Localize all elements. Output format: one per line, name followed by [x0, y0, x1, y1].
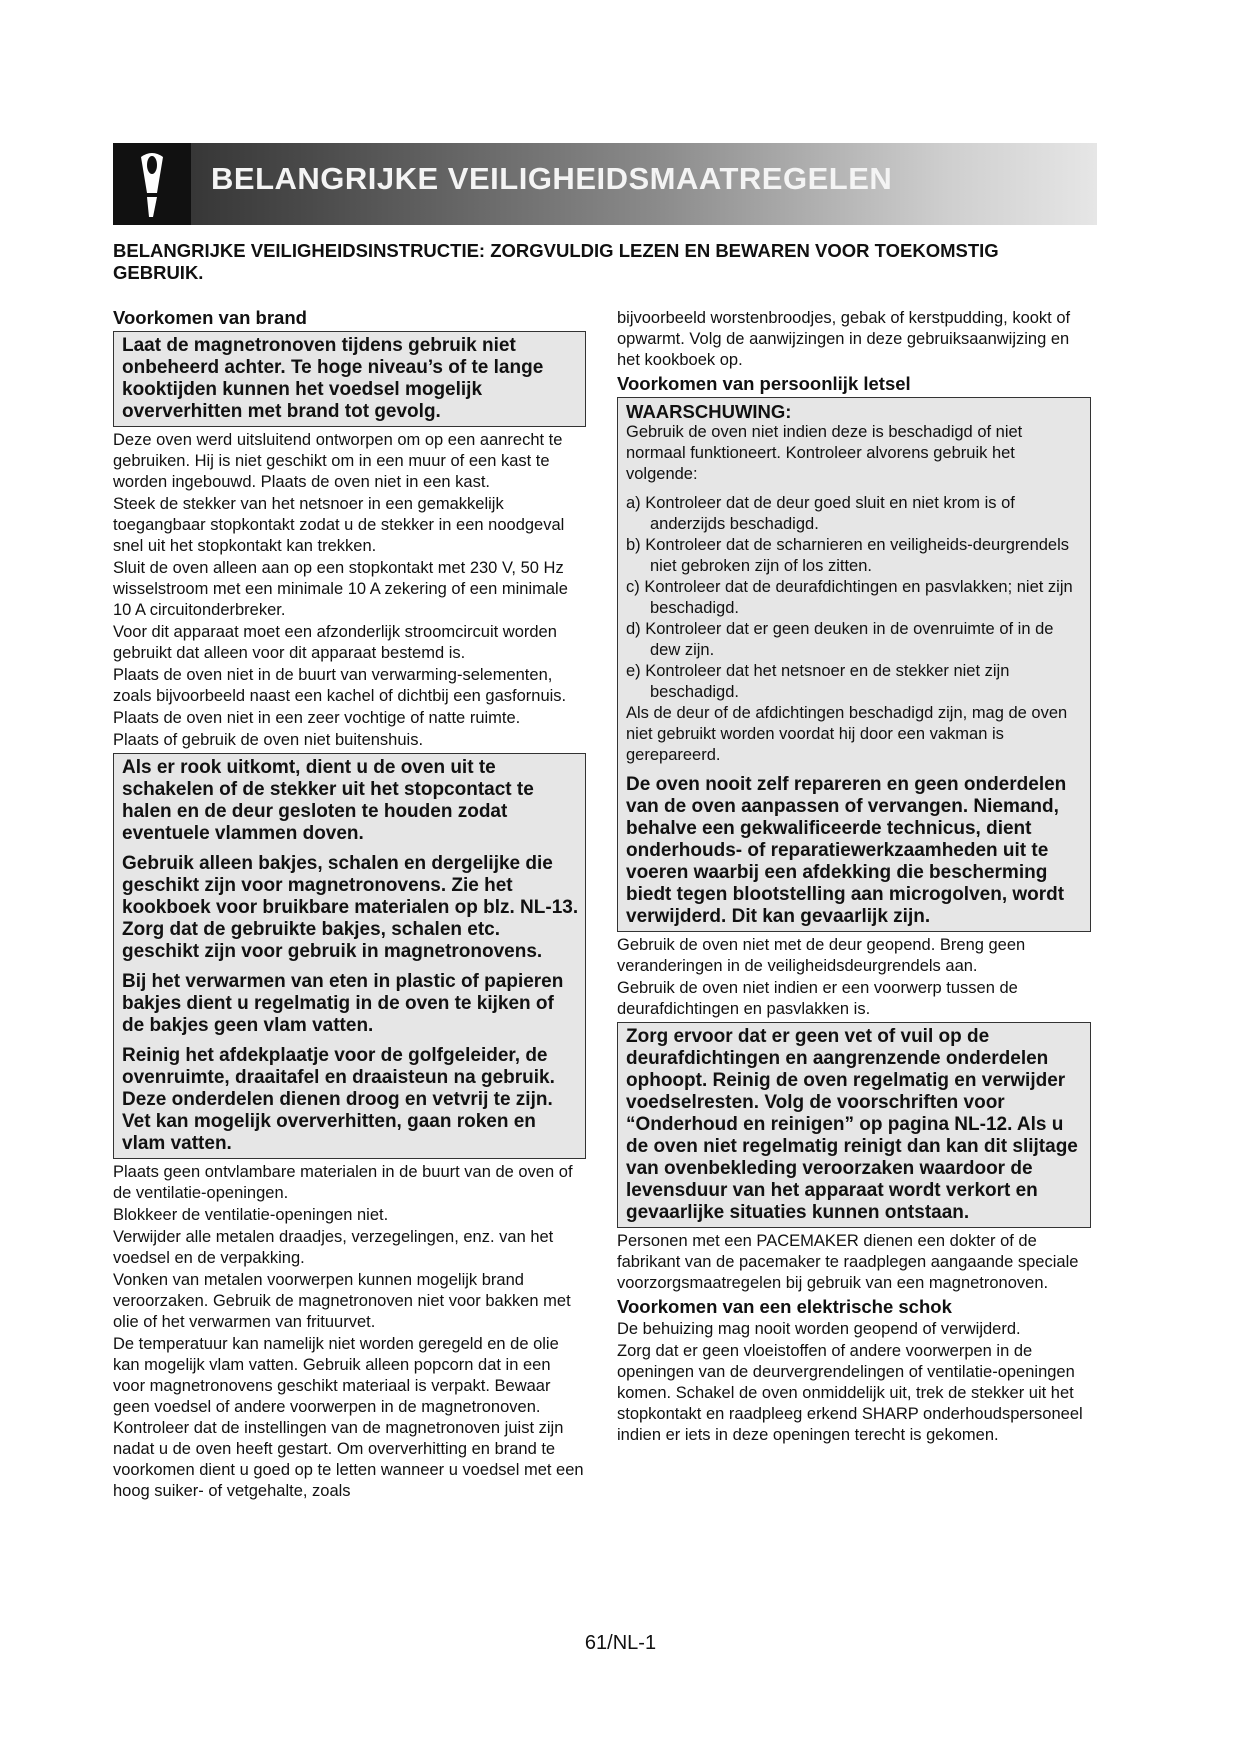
warning-box-damage — [617, 397, 1091, 932]
page-number: 61/NL-1 — [584, 1632, 657, 1654]
check-list — [626, 493, 1084, 703]
paragraph: Plaats geen ontvlambare materialen in de buurt van de oven of de ventilatie-openingen. — [113, 1163, 573, 1202]
warning-intro: Gebruik de oven niet indien deze is beschadigd of niet normaal funktioneert. Kontroleer alvorens gebruik het volgende: — [626, 423, 1023, 483]
paragraph: Plaats of gebruik de oven niet buitenshuis. — [113, 731, 424, 749]
warning-after: Als de deur of de afdichtingen beschadigd zijn, mag de oven niet gebruikt worden voordat hij door een vakman is gerepareerd. — [626, 704, 1068, 764]
intro-instruction: BELANGRIJKE VEILIGHEIDSINSTRUCTIE: ZORGVULDIG LEZEN EN BEWAREN VOOR TOEKOMSTIG GEBRUIK. — [113, 240, 999, 283]
warning-repair: De oven nooit zelf repareren en geen onderdelen van de oven aanpassen of vervangen. Niemand, behalve een gekwalificeerde technicus, dient onderhouds- of reparatiewerkzaamheden uit te voeren waarbij een afdekking die bescherming biedt tegen blootstelling aan microgolven, wordt verwijderd. Dit kan gevaarlijk zijn. — [626, 774, 1067, 927]
list-item: e) Kontroleer dat het netsnoer en de stekker niet zijn beschadigd. — [626, 662, 1010, 701]
warning-text: Laat de magnetronoven tijdens gebruik niet onbeheerd achter. Te hoge niveau’s of te lange kooktijden kunnen het voedsel mogelijk oververhitten met brand tot gevolg. — [122, 335, 544, 422]
paragraph: Steek de stekker van het netsnoer in een gemakkelijk toegangbaar stopkontakt zodat u de stekker in een noodgeval snel uit het stopkontakt kan trekken. — [113, 495, 565, 555]
paragraph: Blokkeer de ventilatie-openingen niet. — [113, 1206, 389, 1224]
warning-text: Zorg ervoor dat er geen vet of vuil op de deurafdichtingen en aangrenzende onderdelen ophoopt. Reinig de oven regelmatig en verwijder voedselresten. Volg de voorschriften voor “Onderhoud en reinigen” op pagina NL-12. Als u de oven niet regelmatig reinigt dan kan dit slijtage van ovenbekleding veroorzaken waardoor de levensduur van het apparaat wordt verkort en gevaarlijke situaties kunnen ontstaan. — [626, 1026, 1078, 1223]
list-item: b) Kontroleer dat de scharnieren en veiligheids-deurgrendels niet gebroken zijn of los zitten. — [626, 536, 1070, 575]
heading-electric-shock: Voorkomen van een elektrische schok — [617, 1296, 952, 1317]
paragraph: Sluit de oven alleen aan op een stopkontakt met 230 V, 50 Hz wisselstroom met een minimale 10 A zekering of een minimale 10 A circuitonderbreker. — [113, 559, 568, 619]
banner-icon-box — [113, 143, 191, 225]
paragraph: Verwijder alle metalen draadjes, verzegelingen, enz. van het voedsel en de verpakking. — [113, 1228, 554, 1267]
warning-box-smoke — [113, 753, 586, 1159]
paragraph: Plaats de oven niet in de buurt van verwarming-selementen, zoals bijvoorbeeld naast een kachel of dichtbij een gasfornuis. — [113, 666, 567, 705]
paragraph: Gebruik de oven niet indien er een voorwerp tussen de deurafdichtingen en pasvlakken is. — [617, 979, 1018, 1018]
warning-box-unattended — [113, 331, 586, 427]
left-column — [113, 306, 586, 1503]
warning-title: WAARSCHUWING: — [626, 401, 792, 422]
paragraph: Voor dit apparaat moet een afzonderlijk stroomcircuit worden gebruikt dat alleen voor dit apparaat bestemd is. — [113, 623, 557, 662]
paragraph: Vonken van metalen voorwerpen kunnen mogelijk brand veroorzaken. Gebruik de magnetronoven niet voor bakken met olie of het verwarmen van frituurvet. — [113, 1271, 571, 1331]
heading-personal-injury: Voorkomen van persoonlijk letsel — [617, 373, 911, 394]
exclamation-icon — [127, 149, 177, 219]
paragraph: De behuizing mag nooit worden geopend of verwijderd. — [617, 1320, 1021, 1338]
paragraph: Plaats de oven niet in een zeer vochtige of natte ruimte. — [113, 709, 521, 727]
warning-text: Als er rook uitkomt, dient u de oven uit te schakelen of de stekker uit het stopcontact te halen en de deur gesloten te houden zodat eventuele vlammen doven. — [122, 757, 534, 844]
paragraph: Zorg dat er geen vloeistoffen of andere voorwerpen in de openingen van de deurvergrendelingen of ventilatie-openingen komen. Schakel de oven onmiddelijk uit, trek de stekker uit het stopkontakt en raadpleeg erkend SHARP onderhoudspersoneel indien er iets in deze openingen terecht is gekomen. — [617, 1342, 1083, 1444]
warning-box-cleaning — [617, 1022, 1091, 1228]
page-title: BELANGRIJKE VEILIGHEIDSMAATREGELEN — [211, 161, 893, 196]
paragraph-pacemaker: Personen met een PACEMAKER dienen een dokter of de fabrikant van de pacemaker te raadplegen aangaande speciale voorzorgsmaatregelen bij gebruik van een magnetronoven. — [617, 1232, 1079, 1292]
paragraph: Deze oven werd uitsluitend ontworpen om op een aanrecht te gebruiken. Hij is niet geschikt om in een muur of een kast te worden ingebouwd. Plaats de oven niet in een kast. — [113, 431, 563, 491]
warning-text: Bij het verwarmen van eten in plastic of papieren bakjes dient u regelmatig in de oven te kijken of de bakjes geen vlam vatten. — [122, 971, 564, 1036]
paragraph-continuation: bijvoorbeeld worstenbroodjes, gebak of kerstpudding, kookt of opwarmt. Volg de aanwijzingen in deze gebruiksaanwijzing en het kookboek op. — [617, 309, 1071, 369]
list-item: a) Kontroleer dat de deur goed sluit en niet krom is of anderzijds beschadigd. — [626, 494, 1015, 533]
heading-fire-prevention: Voorkomen van brand — [113, 307, 307, 328]
warning-text: Gebruik alleen bakjes, schalen en dergelijke die geschikt zijn voor magnetronovens. Zie het kookboek voor bruikbare materialen op blz. NL-13. Zorg dat de gebruikte bakjes, schalen etc. geschikt zijn voor gebruik in magnetronovens. — [122, 853, 579, 962]
paragraph: Gebruik de oven niet met de deur geopend. Breng geen veranderingen in de veiligheidsdeurgrendels aan. — [617, 936, 1026, 975]
right-column — [617, 308, 1091, 1447]
list-item: d) Kontroleer dat er geen deuken in de ovenruimte of in de dew zijn. — [626, 620, 1054, 659]
title-banner — [113, 143, 1097, 225]
paragraph: De temperatuur kan namelijk niet worden geregeld en de olie kan mogelijk vlam vatten. Gebruik alleen popcorn dat in een voor magnetronovens geschikt materiaal is verpakt. Bewaar geen voedsel of andere voorwerpen in de magnetronoven. Kontroleer dat de instellingen van de magnetronoven juist zijn nadat u de oven heeft gestart. Om oververhitting en brand te voorkomen dient u goed op te letten wanneer u voedsel met een hoog suiker- of vetgehalte, zoals — [113, 1335, 584, 1500]
warning-text: Reinig het afdekplaatje voor de golfgeleider, de ovenruimte, draaitafel en draaisteun na gebruik. Deze onderdelen dienen droog en vetvrij te zijn. Vet kan mogelijk oververhitten, gaan roken en vlam vatten. — [122, 1045, 555, 1154]
list-item: c) Kontroleer dat de deurafdichtingen en pasvlakken; niet zijn beschadigd. — [626, 578, 1073, 617]
